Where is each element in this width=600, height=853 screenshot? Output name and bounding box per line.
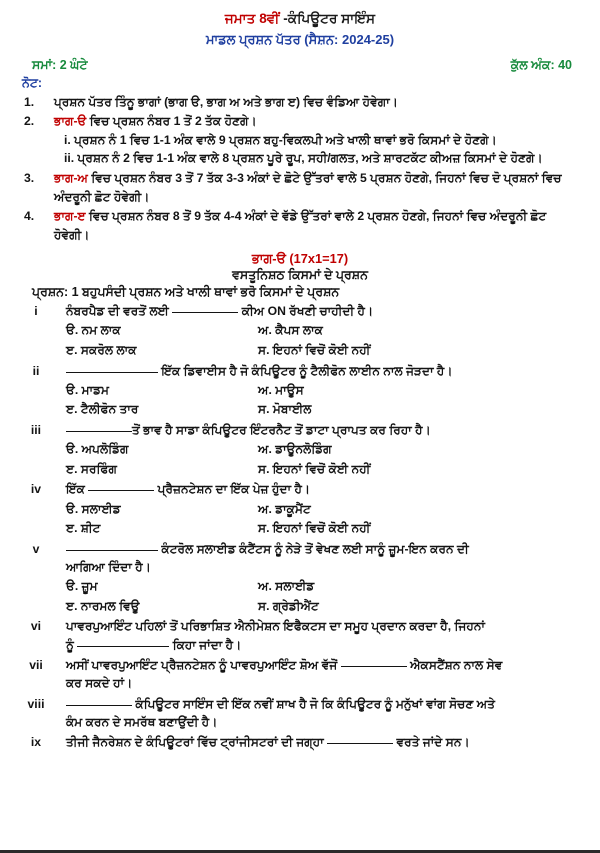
option-row xyxy=(66,460,582,479)
note-part-label: ਭਾਗ-ੳ xyxy=(54,114,87,129)
question-roman-numeral: iv xyxy=(30,482,42,497)
question-stem xyxy=(66,421,582,439)
question-roman-numeral: ii xyxy=(32,363,40,378)
question-item-vii xyxy=(14,656,586,693)
note-number: 2. xyxy=(24,114,35,129)
note-text xyxy=(54,207,586,244)
option-row xyxy=(66,400,582,419)
question-roman-numeral: ix xyxy=(30,735,42,750)
note-text xyxy=(54,112,586,131)
paper-subtitle: ਮਾਡਲ ਪ੍ਰਸ਼ਨ ਪੱਤਰ (ਸੈਸ਼ਨ: 2024-25) xyxy=(205,32,395,48)
stem-after-blank: ਵਰਤੇ ਜਾਂਦੇ ਸਨ। xyxy=(393,735,470,750)
question-body xyxy=(66,695,586,732)
note-body: ਵਿਚ ਪ੍ਰਸ਼ਨ ਨੰਬਰ 1 ਤੋਂ 2 ਤੱਕ ਹੋਣਗੇ। xyxy=(86,114,257,129)
question-roman-numeral: vi xyxy=(30,619,42,634)
option-d[interactable]: ਸ. ਇਹਨਾਂ ਵਿਚੋਂ ਕੋਈ ਨਹੀਂ xyxy=(258,521,371,536)
section-subheading: ਵਸਤੂਨਿਸ਼ਠ ਕਿਸਮਾਂ ਦੇ ਪ੍ਰਸ਼ਨ xyxy=(232,268,368,283)
option-b[interactable]: ਅ. ਮਾਊਸ xyxy=(258,382,304,397)
question-stem xyxy=(66,480,582,498)
section-marks-label: (17x1=17) xyxy=(285,251,349,267)
option-c[interactable]: ੲ. ਸਕਰੋਲ ਲਾਕ xyxy=(66,342,137,357)
option-c[interactable]: ੲ. ਟੈਲੀਫੋਨ ਤਾਰ xyxy=(66,402,139,417)
note-text xyxy=(54,93,586,112)
exam-meta-row xyxy=(14,58,586,73)
question-stem xyxy=(66,656,582,674)
note-subitem: i. ਪ੍ਰਸ਼ਨ ਨੰ 1 ਵਿਚ 1-1 ਅੰਕ ਵਾਲੇ 9 ਪ੍ਰਸ਼ਨ ਬਹੁ-ਵਿਕਲਪੀ ਅਤੇ ਖਾਲੀ ਥਾਵਾਂ ਭਰੋ ਕਿਸਮਾਂ ਦੇ ਹੋਣਗੇ। xyxy=(64,132,497,147)
stem-before-blank: ਤੀਜੀ ਜੈਨਰੇਸ਼ਨ ਦੇ ਕੰਪਿਊਟਰਾਂ ਵਿੱਚ ਟ੍ਰਾਂਜੀਸਟਰਾਂ ਦੀ ਜਗ੍ਹਾ xyxy=(66,735,328,750)
note-body: ਵਿਚ ਪ੍ਰਸ਼ਨ ਨੰਬਰ 3 ਤੋਂ 7 ਤੱਕ 3-3 ਅੰਕਾਂ ਦੇ ਛੋਟੇ ਉੱਤਰਾਂ ਵਾਲੇ 5 ਪ੍ਰਸ਼ਨ ਹੋਣਗੇ, ਜਿਹਨਾਂ ਵਿਚ ਦੋ ਪ੍ਰਸ਼ਨਾਂ ਵਿਚ ਅੰਦਰੂਨੀ ਛੋਟ ਹੋਵੇਗੀ। xyxy=(54,170,562,204)
option-row xyxy=(66,519,582,538)
question-roman-numeral: v xyxy=(32,541,40,556)
stem-before-blank: ਇੱਕ xyxy=(66,482,89,497)
question-stem xyxy=(66,540,582,558)
question-item-iii xyxy=(14,421,586,478)
stem-after-blank: ਕੀਅ ON ਰੱਖਣੀ ਚਾਹੀਦੀ ਹੈ। xyxy=(238,304,374,319)
option-d[interactable]: ਸ. ਇਹਨਾਂ ਵਿਚੋਂ ਕੋਈ ਨਹੀਂ xyxy=(258,461,371,476)
option-row xyxy=(66,597,582,616)
option-row xyxy=(66,440,582,459)
question-stem-continued: ਕਰ ਸਕਦੇ ਹਾਂ। xyxy=(66,676,133,691)
title-subject-text: -ਕੰਪਿਊਟਰ ਸਾਇੰਸ xyxy=(279,11,376,26)
question-item-iv xyxy=(14,480,586,537)
note-subitem: ii. ਪ੍ਰਸ਼ਨ ਨੰ 2 ਵਿਚ 1-1 ਅੰਕ ਵਾਲੇ 8 ਪ੍ਰਸ਼ਨ ਪੂਰੇ ਰੂਪ, ਸਹੀ/ਗਲਤ, ਅਤੇ ਸ਼ਾਰਟਕੱਟ ਕੀਅਜ਼ ਕਿਸਮਾਂ ਦੇ ਹੋਣਗੇ। xyxy=(64,151,543,166)
note-item xyxy=(14,207,586,244)
question-stem-continued: ਆਗਿਆ ਦਿੰਦਾ ਹੈ। xyxy=(66,560,151,574)
option-c[interactable]: ੲ. ਸਰਫਿੰਗ xyxy=(66,461,117,476)
answer-blank[interactable] xyxy=(327,743,393,744)
question-stem-continued xyxy=(66,636,582,654)
question-item-viii xyxy=(14,695,586,732)
title-class-text: ਜਮਾਤ 8ਵੀਂ xyxy=(224,11,280,26)
stem-after-blank: ਐਕਸਟੈਂਸ਼ਨ ਨਾਲ ਸੇਵ xyxy=(406,657,503,672)
option-row xyxy=(66,500,582,519)
question-body xyxy=(66,656,586,693)
exam-time: ਸਮਾਂ: 2 ਘੰਟੇ xyxy=(32,57,88,72)
question-roman-numeral: iii xyxy=(30,422,42,437)
option-a[interactable]: ੳ. ਜ਼ੂਮ xyxy=(66,579,98,594)
option-d[interactable]: ਸ. ਗ੍ਰੇਡੀਐਂਟ xyxy=(258,598,319,613)
note-number: 1. xyxy=(24,94,35,109)
answer-blank[interactable] xyxy=(341,666,407,667)
note-heading: ਨੋਟ: xyxy=(22,75,42,90)
option-row xyxy=(66,381,582,400)
note-body: ਵਿਚ ਪ੍ਰਸ਼ਨ ਨੰਬਰ 8 ਤੋਂ 9 ਤੱਕ 4-4 ਅੰਕਾਂ ਦੇ ਵੱਡੇ ਉੱਤਰਾਂ ਵਾਲੇ 2 ਪ੍ਰਸ਼ਨ ਹੋਣਗੇ, ਜਿਹਨਾਂ ਵਿਚ ਅੰਦਰੂਨੀ ਛੋਟ ਹੋਵੇਗੀ। xyxy=(54,209,547,242)
option-d[interactable]: ਸ. ਇਹਨਾਂ ਵਿਚੋਂ ਕੋਈ ਨਹੀਂ xyxy=(258,342,371,357)
exam-total-marks: ਕੁੱਲ ਅੰਕ: 40 xyxy=(510,57,572,72)
option-d[interactable]: ਸ. ਮੋਬਾਈਲ xyxy=(258,402,312,417)
option-row xyxy=(66,341,582,360)
answer-blank[interactable] xyxy=(172,312,238,313)
option-a[interactable]: ੳ. ਮਾਡਮ xyxy=(66,382,110,397)
stem-before-blank: ਅਸੀਂ ਪਾਵਰਪੁਆਇੰਟ ਪ੍ਰੈਜ਼ਨਟੇਸ਼ਨ ਨੂੰ ਪਾਵਰਪੁਆਇੰਟ ਸ਼ੋਅ ਵੱਜੋਂ xyxy=(66,657,341,672)
section-part-label: ਭਾਗ-ੳ xyxy=(251,251,286,267)
stem-after-blank: ਤੋਂ ਭਾਵ ਹੈ ਸਾਡਾ ਕੰਪਿਊਟਰ ਇੰਟਰਨੈਟ ਤੋਂ ਡਾਟਾ ਪ੍ਰਾਪਤ ਕਰ ਰਿਹਾ ਹੈ। xyxy=(132,422,431,437)
answer-blank[interactable] xyxy=(66,550,158,551)
question-body xyxy=(66,362,586,419)
option-c[interactable]: ੲ. ਨਾਰਮਲ ਵਿਊ xyxy=(66,598,140,613)
note-item xyxy=(14,93,586,112)
question-item-ix xyxy=(14,733,586,751)
note-number: 4. xyxy=(24,209,35,224)
question-stem xyxy=(66,695,582,713)
notes-list xyxy=(14,93,586,244)
option-row xyxy=(66,577,582,596)
stem-tail-prefix: ਨੂੰ xyxy=(66,637,78,652)
note-part-label: ਭਾਗ-ਅ xyxy=(54,170,88,185)
note-item xyxy=(14,169,586,206)
note-number: 3. xyxy=(24,170,35,185)
stem-after-blank: ਪ੍ਰੈਜ਼ਨਟੇਸ਼ਨ ਦਾ ਇੱਕ ਪੇਜ਼ ਹੁੰਦਾ ਹੈ। xyxy=(154,482,311,497)
question-roman-numeral: vii xyxy=(29,657,43,672)
answer-blank[interactable] xyxy=(66,372,158,373)
stem-tail-suffix: ਕਿਹਾ ਜਾਂਦਾ ਹੈ। xyxy=(169,637,242,652)
question-stem xyxy=(66,362,582,380)
option-b[interactable]: ਅ. ਡਾਊਨਲੋਡਿੰਗ xyxy=(258,442,332,457)
note-part-label: ਭਾਗ-ੲ xyxy=(54,209,86,224)
answer-blank[interactable] xyxy=(77,646,169,647)
option-a[interactable]: ੳ. ਸਲਾਈਡ xyxy=(66,501,121,516)
question-item-i xyxy=(14,302,586,359)
question-item-ii xyxy=(14,362,586,419)
note-body: ਪ੍ਰਸ਼ਨ ਪੱਤਰ ਤਿੰਨੂ ਭਾਗਾਂ (ਭਾਗ ੳ, ਭਾਗ ਅ ਅਤੇ ਭਾਗ ੲ) ਵਿਚ ਵੰਡਿਆ ਹੋਵੇਗਾ। xyxy=(54,94,398,109)
question-roman-numeral: viii xyxy=(27,696,45,711)
question-body xyxy=(66,617,586,654)
question-stem-continued: ਕੰਮ ਕਰਨ ਦੇ ਸਮਰੱਥ ਬਣਾਉਂਦੀ ਹੈ। xyxy=(66,714,218,729)
page-title xyxy=(14,10,586,28)
question-stem xyxy=(66,302,582,320)
question-stem xyxy=(66,733,582,751)
question-body xyxy=(66,733,586,751)
option-c[interactable]: ੲ. ਸ਼ੀਟ xyxy=(66,521,101,536)
paper-header xyxy=(14,10,586,49)
note-item xyxy=(14,112,586,131)
question-item-v xyxy=(14,540,586,616)
question-item-vi xyxy=(14,617,586,654)
answer-blank[interactable] xyxy=(66,431,132,432)
option-a[interactable]: ੳ. ਅਪਲੋਡਿੰਗ xyxy=(66,442,129,457)
answer-blank[interactable] xyxy=(88,490,154,491)
note-text xyxy=(54,169,586,206)
stem-after-blank: ਕੰਟਰੋਲ ਸਲਾਈਡ ਕੰਟੈਂਟਸ ਨੂੰ ਨੇੜੇ ਤੋਂ ਵੇਖਣ ਲਈ ਸਾਨੂੰ ਜ਼ੂਮ-ਇਨ ਕਰਨ ਦੀ xyxy=(158,541,469,556)
stem-after-blank: ਕੰਪਿਊਟਰ ਸਾਇੰਸ ਦੀ ਇੱਕ ਨਵੀਂ ਸ਼ਾਖ ਹੈ ਜੋ ਕਿ ਕੰਪਿਊਟਰ ਨੂੰ ਮਨੁੱਖਾਂ ਵਾਂਗ ਸੋਚਣ ਅਤੇ xyxy=(132,696,496,711)
question-body xyxy=(66,302,586,359)
question-1-lead: ਪ੍ਰਸ਼ਨ: 1 ਬਹੁਪਸੰਦੀ ਪ੍ਰਸ਼ਨ ਅਤੇ ਖਾਲੀ ਥਾਵਾਂ ਭਰੋ ਕਿਸਮਾਂ ਦੇ ਪ੍ਰਸ਼ਨ xyxy=(32,285,340,300)
stem-after-blank: ਇੱਕ ਡਿਵਾਈਸ ਹੈ ਜੋ ਕੰਪਿਊਟਰ ਨੂੰ ਟੈਲੀਫੋਨ ਲਾਈਨ ਨਾਲ ਜੋੜਦਾ ਹੈ। xyxy=(158,363,453,378)
question-body xyxy=(66,540,586,616)
option-b[interactable]: ਅ. ਕੈਪਸ ਲਾਕ xyxy=(258,323,323,338)
stem-before-blank: ਨੰਬਰਪੈਡ ਦੀ ਵਰਤੋਂ ਲਈ xyxy=(66,304,173,319)
question-list xyxy=(14,302,586,751)
question-body xyxy=(66,421,586,478)
option-b[interactable]: ਅ. ਡਾਕੂਮੈਂਟ xyxy=(258,501,311,516)
section-heading xyxy=(14,251,586,267)
question-stem: ਪਾਵਰਪੁਆਇੰਟ ਪਹਿਲਾਂ ਤੋਂ ਪਰਿਭਾਸ਼ਿਤ ਐਨੀਮੇਸ਼ਨ ਇਫੈਕਟਸ ਦਾ ਸਮੂਹ ਪ੍ਰਦਾਨ ਕਰਦਾ ਹੈ, ਜਿਹਨਾਂ xyxy=(66,619,485,634)
answer-blank[interactable] xyxy=(66,705,132,706)
option-a[interactable]: ੳ. ਨਮ ਲਾਕ xyxy=(66,323,121,338)
option-row xyxy=(66,321,582,340)
question-body xyxy=(66,480,586,537)
option-b[interactable]: ਅ. ਸਲਾਈਡ xyxy=(258,579,315,594)
question-roman-numeral: i xyxy=(34,304,38,319)
